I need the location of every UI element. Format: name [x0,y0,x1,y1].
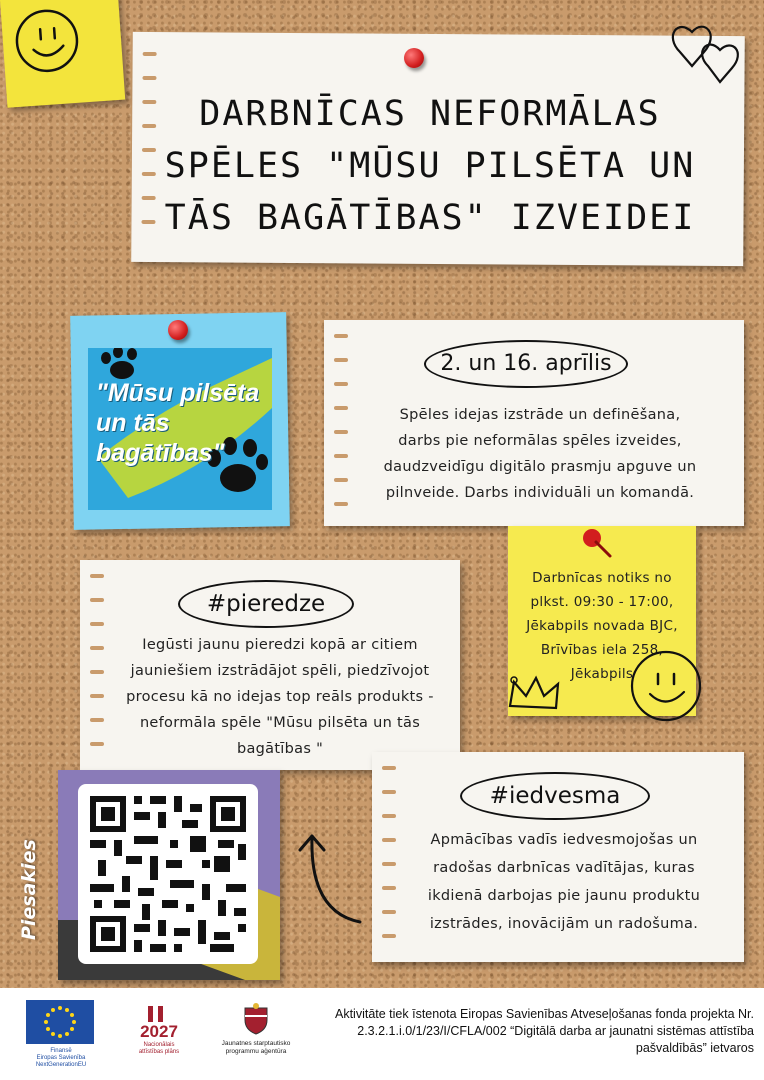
title-line-1: DARBNĪCAS NEFORMĀLAS [199,94,661,134]
eu-flag-icon [26,1000,94,1044]
smiley-icon [626,646,706,726]
qr-code[interactable] [78,784,258,964]
qr-code-icon [78,784,258,964]
crown-icon [504,672,566,718]
pin-icon [168,320,188,340]
dates-description: Spēles idejas izstrāde un definēšana, darbs pie neformālas spēles izveides, daudzveidīgu digitālo prasmju apguve un pilnveide. Darbs individuāli un komandā. [383,407,697,501]
smiley-sticky-note [0,0,125,108]
game-title-line-3: bagātības" [96,439,225,467]
experience-hashtag: #pieredze [178,580,354,628]
signup-label: Piesakies [18,839,40,940]
pin-icon [404,48,424,68]
inspiration-hashtag: #iedvesma [460,772,650,820]
title-line-3: TĀS BAGĀTĪBAS" IZVEIDEI [164,198,696,238]
curved-arrow-icon [290,822,370,932]
game-card-image [88,348,272,510]
inspiration-description: Apmācības vadīs iedvesmojošas un radošas darbnīcas vadītājas, kuras ikdienā darbojas pie jaunu produktu izstrādes, inovācijām un radošuma. [427,832,701,932]
page-title [150,88,710,244]
experience-description: Iegūsti jaunu pieredzi kopā ar citiem jauniešiem izstrādājot spēli, piedzīvojot procesu kā no idejas top reāls produkts - neformāla spēle "Mūsu pilsēta un tās bagātības " [126,637,434,757]
coat-of-arms-icon [241,1002,271,1036]
paper-holes [324,320,352,526]
dates-label: 2. un 16. aprīlis [424,340,628,388]
push-pin-icon [580,526,616,562]
game-title-line-1: "Mūsu pilsēta [96,379,260,407]
development-plan-logo: 2027 Nacionālais attīstības plāns [124,1004,194,1056]
title-line-2: SPĒLES "MŪSU PILSĒTA UN [164,146,696,186]
eu-logo: Finansē Eiropas Savienība NextGenerationEU [26,1000,96,1069]
paw-icon [101,348,137,379]
location-text: Darbnīcas notiks no plkst. 09:30 - 17:00, Jēkabpils novada BJC, Brīvības iela 258, Jēkabpils [526,570,678,682]
footer-project-text: Aktivitāte tiek īstenota Eiropas Savienības Atveseļošanas fonda projekta Nr. 2.3.2.1.i.0/1/23/I/CFLA/002 “Digitālā darba ar jaunatni sistēmas attīstība pašvaldībās” ietvaros [335,1007,754,1055]
agency-logo: Jaunatnes starptautisko programmu aģentūra [208,1002,304,1056]
smiley-icon [0,0,125,108]
game-title-line-2: un tās [96,409,170,437]
